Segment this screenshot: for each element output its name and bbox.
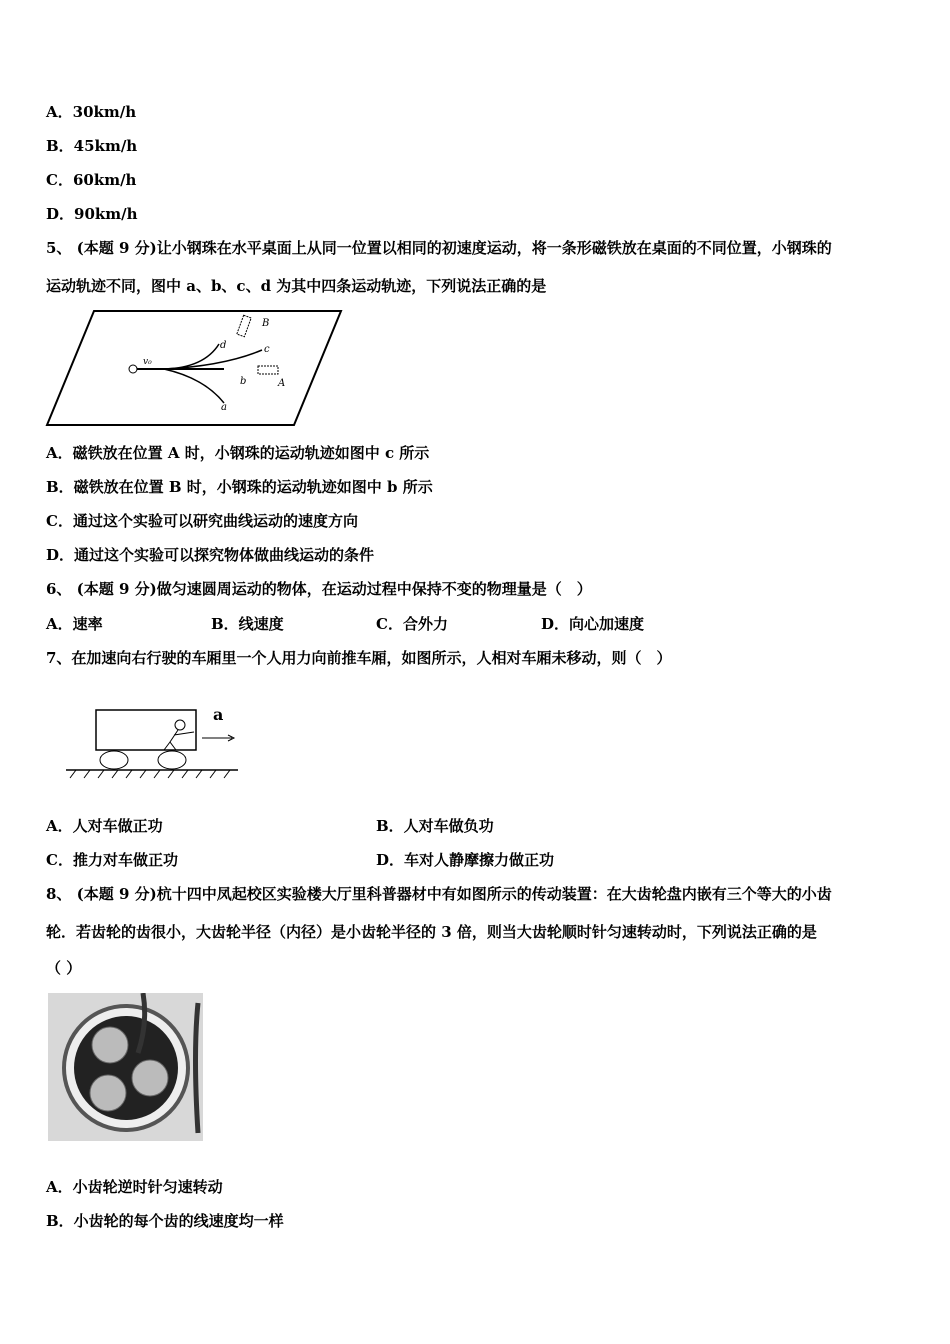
q7-option-b: B．人对车做负功 <box>376 817 494 835</box>
q5-option-b: B．磁铁放在位置 B 时，小钢珠的运动轨迹如图中 b 所示 <box>46 478 433 496</box>
q6-option-b: B．线速度 <box>211 615 284 633</box>
q6-option-d: D．向心加速度 <box>541 615 645 633</box>
q7-option-d: D．车对人静摩擦力做正功 <box>376 851 555 869</box>
q8-gear-photo <box>48 993 203 1141</box>
label-v0: v₀ <box>143 357 152 367</box>
q7-cart-figure <box>66 700 246 780</box>
q6-option-a: A．速率 <box>46 615 103 633</box>
q4-option-a: A．30km/h <box>46 103 137 121</box>
q8-stem-line3: （ ） <box>46 959 82 977</box>
q5-option-d: D．通过这个实验可以探究物体做曲线运动的条件 <box>46 546 375 564</box>
label-B: B <box>262 318 270 329</box>
q8-stem-line1: 8、 (本题 9 分)杭十四中凤起校区实验楼大厅里科普器材中有如图所示的传动装置：在大齿轮盘内嵌有三个等大的小齿 <box>46 885 832 903</box>
q6-option-c: C．合外力 <box>376 615 448 633</box>
q5-option-c: C．通过这个实验可以研究曲线运动的速度方向 <box>46 512 358 530</box>
q7-option-a: A．人对车做正功 <box>46 817 163 835</box>
q4-option-c: C．60km/h <box>46 171 137 189</box>
q8-stem-line2: 轮．若齿轮的齿很小，大齿轮半径（内径）是小齿轮半径的 3 倍，则当大齿轮顺时针匀速转动时，下列说法正确的是 <box>46 923 817 941</box>
label-a: a <box>221 402 227 413</box>
q5-magnet-trajectory-figure <box>44 308 344 428</box>
q5-stem-line1: 5、 (本题 9 分)让小钢珠在水平桌面上从同一位置以相同的初速度运动，将一条形磁铁放在桌面的不同位置，小钢珠的 <box>46 239 832 257</box>
label-b: b <box>240 376 247 387</box>
q6-stem: 6、 (本题 9 分)做匀速圆周运动的物体，在运动过程中保持不变的物理量是（ ） <box>46 580 592 598</box>
label-c: c <box>264 344 270 355</box>
label-acceleration: a <box>213 705 224 724</box>
label-d: d <box>220 340 227 351</box>
q8-option-a: A．小齿轮逆时针匀速转动 <box>46 1178 223 1196</box>
q4-option-b: B．45km/h <box>46 137 138 155</box>
q7-stem: 7、在加速向右行驶的车厢里一个人用力向前推车厢，如图所示，人相对车厢未移动，则（ ） <box>46 649 672 667</box>
q7-option-c: C．推力对车做正功 <box>46 851 178 869</box>
q8-option-b: B．小齿轮的每个齿的线速度均一样 <box>46 1212 284 1230</box>
label-A: A <box>278 378 286 389</box>
q4-option-d: D．90km/h <box>46 205 138 223</box>
q5-option-a: A．磁铁放在位置 A 时，小钢珠的运动轨迹如图中 c 所示 <box>46 444 430 462</box>
q5-stem-line2: 运动轨迹不同，图中 a、b、c、d 为其中四条运动轨迹，下列说法正确的是 <box>46 277 547 295</box>
